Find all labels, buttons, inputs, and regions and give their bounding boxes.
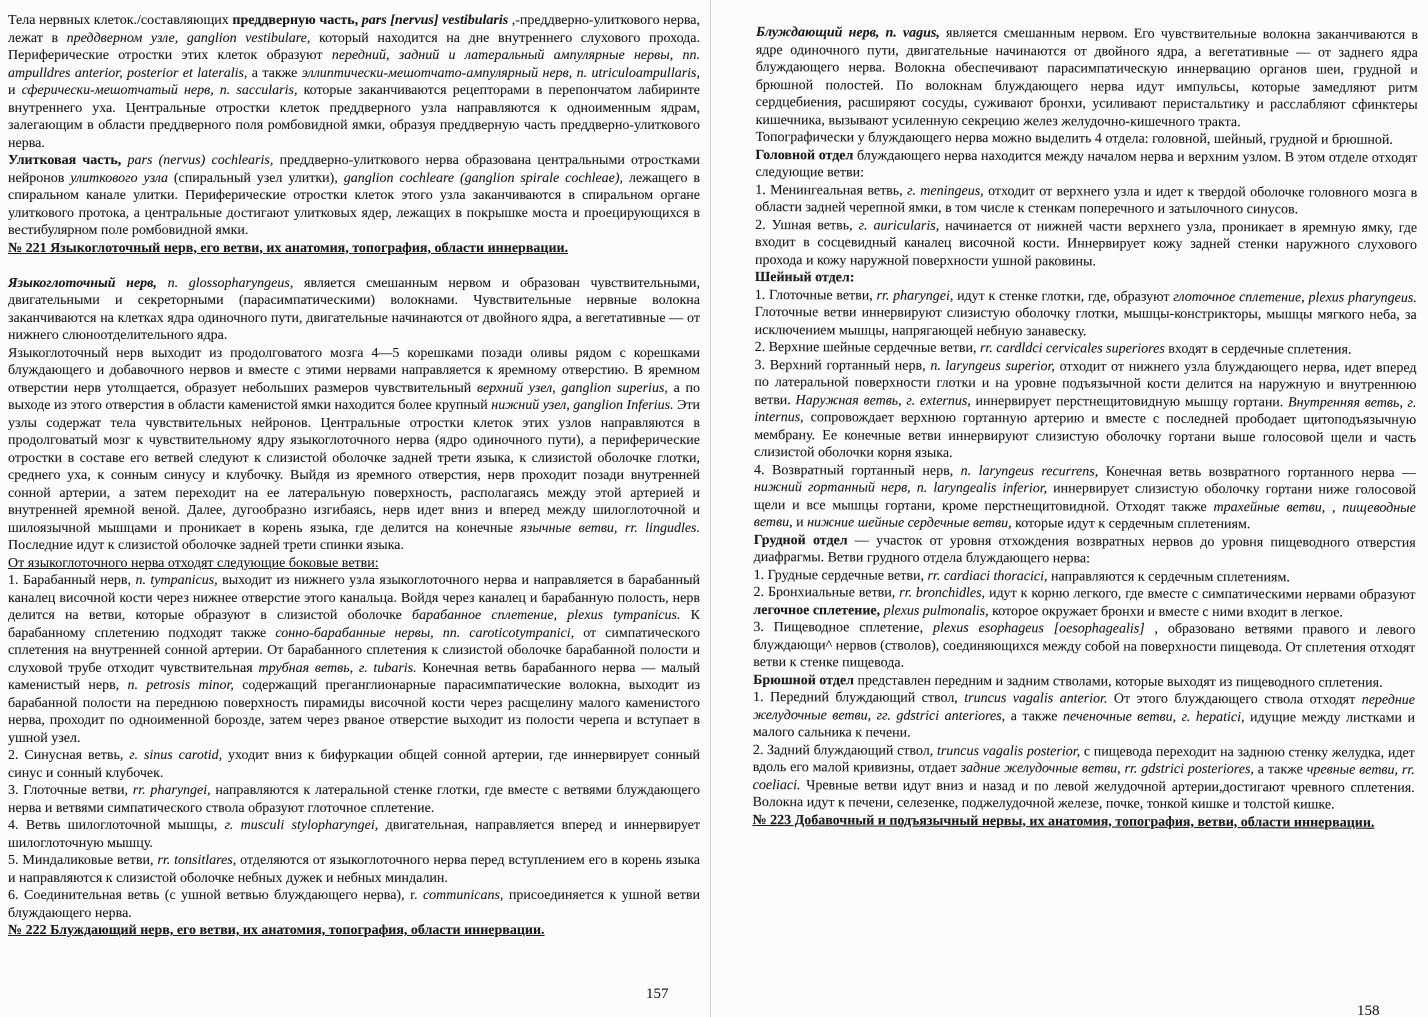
paragraph: 4. Возвратный гортанный нерв, n. laryngeus recurrens, Конечная ветвь возвратного гортанного нерва — нижний гортанный нерв, n. laryngealis inferior, иннервирует слизистую оболочку гортани ниже голосовой щели и все мышцы гортани, кроме перстнещитовидной. Отходят также трахейные ветви, , пищеводные ветви, и нижние шейные сердечные ветви, которые идут к сердечным сплетениям.	[753, 462, 1417, 533]
page-left	[8, 12, 700, 940]
paragraph: 2. Синусная ветвь, г. sinus carotid, уходит вниз к бифуркации общей сонной артерии, где иннервирует сонный синус и сонный клубочек.	[8, 748, 700, 781]
page-divider-line	[710, 0, 711, 1017]
paragraph: Улитковая часть, pars (nervus) cochlearis, преддверно-улиткового нерва образована центральными отростками нейронов улиткового узла (спиральный узел улитки), ganglion cochleare (ganglion spirale cochleae), лежащего в спиральном канале улитки. Периферические отростки клеток этого узла заканчиваются в спиральном органе улиткового протока, а центральные достигают улитковых ядер, лежащих в покрышке моста и проецирующихся в вестибулярном поле ромбовидной ямки.	[8, 153, 700, 238]
section-heading: № 221 Языкоглоточный нерв, его ветви, их анатомия, топография, области иннервации.	[8, 240, 569, 256]
paragraph: 1. Менингеальная ветвь, г. meningeus, отходит от верхнего узла и идет к твердой оболочке головного мозга в области задней черепной ямки, в том числе к стенкам поперечного и затылочного синусов.	[755, 182, 1418, 218]
paragraph: 2. Бронхиальные ветви, rr. bronchidles, идут к корню легкого, где вместе с симпатическими нервами образуют легочное сплетение, plexus pulmonalis, которое окружает бронхи и вместе с ними входит в легкое.	[753, 584, 1416, 621]
page-right	[752, 24, 1418, 832]
paragraph: 3. Верхний гортанный нерв, n. laryngeus superior, отходит от нижнего узла блуждающего нерва, идет вперед по латеральной поверхности глотки и на уровне подъязычной кости делится на наружную и внутреннюю ветви. Наружная ветвь, г. externus, иннервирует перстнещитовидную мышцу гортани. Внутренняя ветвь, г. internus, сопровождает верхнюю гортанную артерию и вместе с последней прободает щитоподъязычную мембрану. Ее конечные ветви иннервируют слизистую оболочку гортани выше голосовой щели и часть слизистой оболочки корня языка.	[754, 357, 1417, 461]
paragraph: Брюшной отдел представлен передним и задним стволами, которые выходят из пищеводного сплетения.	[753, 672, 1383, 691]
paragraph: 1. Грудные сердечные ветви, rr. cardiaci thoracici, направляются к сердечным сплетениям.	[753, 567, 1290, 585]
paragraph: 1. Передний блуждающий ствол, truncus vagalis anterior. От этого блуждающего ствола отходят передние желудочные ветви, гг. gdstrici anteriores, а также печеночные ветви, г. hepatici, идущие между листками и малого сальника к печени.	[752, 689, 1416, 741]
paragraph: От языкоглоточного нерва отходят следующие боковые ветви:	[8, 555, 379, 571]
paragraph: 6. Соединительная ветвь (с ушной ветвью блуждающего нерва), r. communicans, присоединяется к ушной ветви блуждающего нерва.	[8, 888, 700, 921]
paragraph: Блуждающий нерв, n. vagus, является смешанным нервом. Его чувствительные волокна заканчиваются в ядре одиночного пути, двигательные начинаются от двойного ядра, а вегетативные — от заднего ядра блуждающего нерва. Волокна обеспечивают парасимпатическую иннервацию органов шеи, грудной и брюшной полостей. По волокнам блуждающего нерва идут импульсы, которые замедляют ритм сердцебиения, расширяют сосуды, суживают бронхи, усиливают перистальтику и расслабляют сфинктеры кишечника, вызывают усиленную секрецию желез желудочно-кишечного тракта.	[755, 24, 1418, 130]
paragraph: 2. Ушная ветвь, г. auricularis, начинается от нижней части верхнего узла, проникает в яремную ямку, где входит в сосцевидный каналец височной кости. Иннервирует кожу задней стенки наружного слухового прохода и кожу наружной поверхности ушной раковины.	[754, 217, 1418, 269]
page-number-left: 157	[646, 986, 669, 1002]
paragraph: 2. Задний блуждающий ствол, truncus vagalis posterior, с пищевода переходит на заднюю стенку желудка, идет вдоль его малой кривизны, отдает задние желудочные ветви, rr. gdstrici posteriores, а также чревные ветви, rr. coeliaci. Чревные ветви идут вниз и назад и по левой желудочной артерии,достигают чревного сплетения. Волокна идут к печени, селезенке, поджелудочной железе, почке, тонкой кишке и толстой кишке.	[752, 742, 1415, 813]
paragraph: Грудной отдел — участок от уровня отхождения возвратных нервов до уровня пищеводного отверстия диафрагмы. Ветви грудного отдела блуждающего нерва:	[753, 532, 1416, 567]
paragraph: Шейный отдел:	[754, 269, 855, 286]
paragraph: 3. Пищеводное сплетение, plexus esophageus [oesophagealis] , образовано ветвями правого и левого блуждающи^ нервов (стволов), соединяющихся между собой на поверхности пищевода. От сплетения отходят ветви к стенке пищевода.	[753, 619, 1416, 671]
section-heading: № 223 Добавочный и подъязычный нервы, их анатомия, топография, ветви, области иннервации.	[752, 812, 1375, 831]
paragraph: Топографически у блуждающего нерва можно выделить 4 отдела: головной, шейный, грудной и брюшной.	[755, 129, 1393, 148]
paragraph: 4. Ветвь шилоглоточной мышцы, г. musculi stylopharyngei, двигательная, направляется вперед и иннервирует шилоглоточную мышцу.	[8, 818, 700, 851]
paragraph: Языкоглоточный нерв, n. glossopharyngeus, является смешанным нервом и образован чувствительными, двигательными и секреторными (парасимпатическими) волокнами. Чувствительные нервные волокна заканчиваются на клетках ядра одиночного пути, двигательные начинаются от двойного ядра, а вегетативные — от нижнего слюноотделительного ядра.	[8, 275, 700, 343]
paragraph: 3. Глоточные ветви, rr. pharyngei, направляются к латеральной стенке глотки, где вместе с ветвями блуждающего нерва и ветвями симпатического ствола образуют глоточное сплетение.	[8, 783, 700, 816]
paragraph: Языкоглоточный нерв выходит из продолговатого мозга 4—5 корешками позади оливы рядом с корешками блуждающего и добавочного нервов и вместе с этими нервами направляется к яремному отверстию. В яремном отверстии нерв утолщается, образует небольших размеров чувствительный верхний узел, ganglion superius, а по выходе из этого отверстия в области каменистой ямки находится более крупный нижний узел, ganglion Inferius. Эти узлы содержат тела чувствительных нейронов. Центральные отростки клеток этих узлов направляются в продолговатый мозг к чувствительному ядру языкоглоточного нерва (ядро одиночного пути), а периферические отростки в составе его ветвей следуют к слизистой оболочке задней трети языка, к слизистой оболочке глотки, среднего уха, к сонным синусу и клубочку. Выйдя из яремного отверстия, нерв проходит позади внутренней сонной артерии, а затем переходит на ее латеральную поверхность, располагаясь между этой артерией и внутренней яремной веной. Далее, дугообразно изгибаясь, нерв идет вниз и вперед между шилоглоточной и шилоязычной мышцами и проникает в корень языка, где делится на конечные язычные ветви, rr. lingudles. Последние идут к слизистой оболочке задней трети спинки языка.	[8, 345, 701, 553]
paragraph: 2. Верхние шейные сердечные ветви, rr. cardldci cervicales superiores входят в сердечные сплетения.	[754, 339, 1352, 358]
page-number-right: 158	[1357, 1003, 1380, 1017]
paragraph: 5. Миндаликовые ветви, rr. tonsitlares, отделяются от языкоглоточного нерва перед вступлением его в корень языка и направляются к слизистой оболочке небных дужек и небных миндалин.	[8, 853, 701, 886]
section-heading: № 222 Блуждающий нерв, его ветви, их анатомия, топография, области иннервации.	[8, 923, 545, 938]
paragraph: Тела нервных клеток./составляющих преддверную часть, pars [nervus] vestibularis ,-преддверно-улиткового нерва, лежат в преддверном узле, ganglion vestibulare, который находится на дне внутреннего слухового прохода. Периферические отростки этих клеток образуют передний, задний и латеральный ампулярные нервы, nn. ampulldres anterior, posterior et lateralis, а также эллиптически-мешотчато-ампулярный нерв, n. utriculoampullaris, и сферически-мешотчатый нерв, n. saccularis, которые заканчиваются рецепторами в перепончатом лабиринте внутреннего уха. Центральные отростки клеток преддверного узла направляются к одноименным ядрам, залегающим в области преддверного поля ромбовидной ямки, образуя преддверную часть преддверно-улиткового нерва.	[8, 13, 701, 151]
paragraph: 1. Глоточные ветви, rr. pharyngei, идут к стенке глотки, где, образуют глоточное сплетение, plexus pharyngeus. Глоточные ветви иннервируют слизистую оболочку глотки, мышцы-констрикторы, мышцы мягкого неба, за исключением мышцы, напрягающей небную занавеску.	[754, 287, 1417, 339]
paragraph: Головной отдел блуждающего нерва находится между началом нерва и верхним узлом. В этом отделе отходят следующие ветви:	[755, 147, 1418, 181]
paragraph: 1. Барабанный нерв, n. tympanicus, выходит из нижнего узла языкоглоточного нерва и направляется в барабанный каналец височной кости через нижнее отверстие этого канальца. Войдя через каналец и барабанную полость, нерв делится на ветви, которые образуют в слизистой оболочке барабанное сплетение, plexus tympanicus. К барабанному сплетению подходят также сонно-барабанные нервы, nn. caroticotympanici, от симпатического сплетения на внутренней сонной артерии. От барабанного сплетения к слизистой оболочке барабанной полости и слуховой трубе отходит чувствительная трубная ветвь, г. tubaris. Конечная ветвь барабанного нерва — малый каменистый нерв, n. petrosis minor, содержащий преганглионарные парасимпатические волокна, выходит из барабанной полости на переднюю поверхность пирамиды височной кости через расщелину малого каменистого нерва, проходит по одноименной борозде, затем через рваное отверстие выходит из полости черепа и вступает в ушной узел.	[8, 573, 701, 746]
